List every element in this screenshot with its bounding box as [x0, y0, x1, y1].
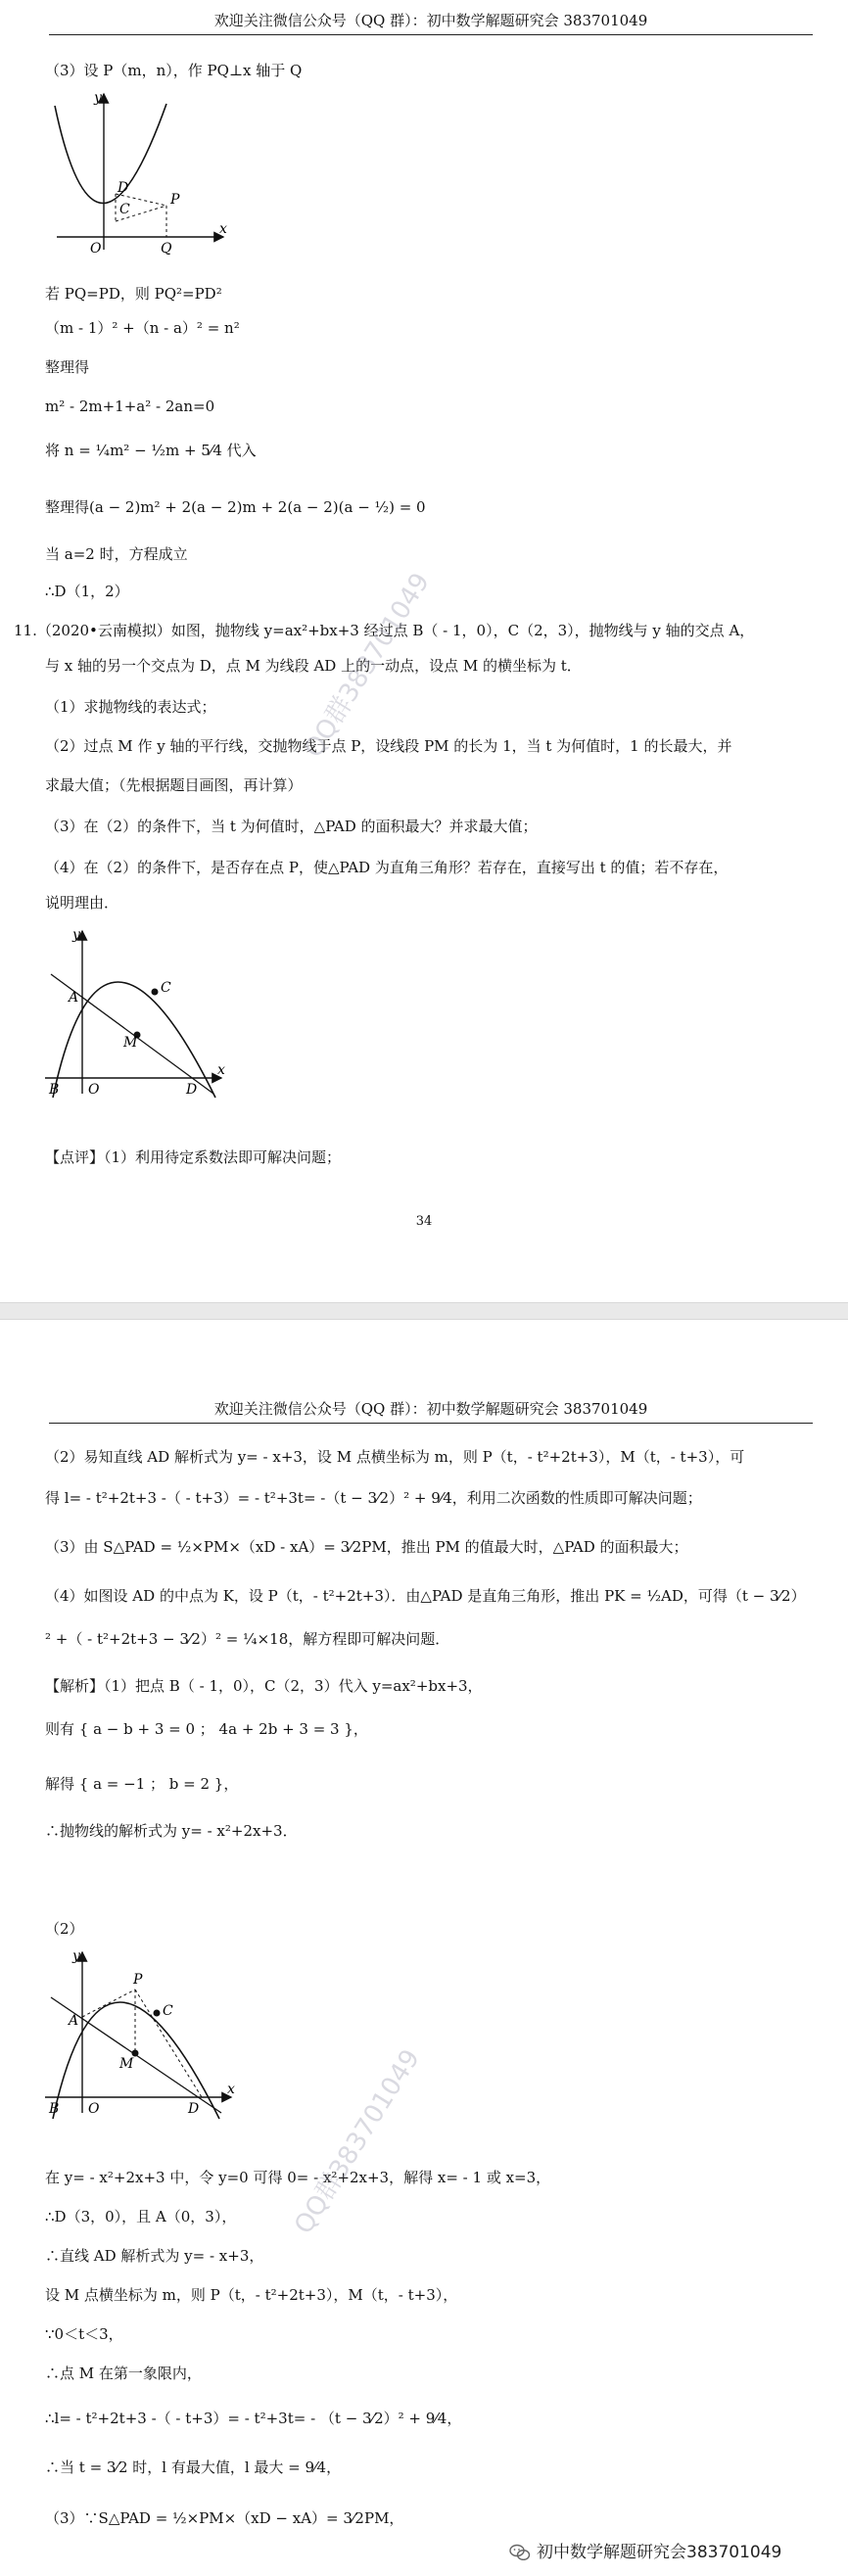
text-line: 当 a=2 时，方程成立	[45, 545, 188, 563]
problem-11-line: 11.（2020•云南模拟）如图，抛物线 y=ax²+bx+3 经过点 B（ - 1，0），C（2，3），抛物线与 y 轴的交点 A，	[14, 622, 755, 639]
label-A: A	[69, 2013, 79, 2029]
page-2	[0, 1320, 848, 2576]
label-B: B	[49, 2101, 60, 2117]
solution-line: （3）∵S△PAD = ½×PM×（xD − xA）= 3⁄2PM，	[45, 2509, 404, 2527]
problem-11-part2-cont: 求最大值；（先根据题目画图，再计算）	[45, 776, 303, 794]
page-header: 欢迎关注微信公众号（QQ 群）：初中数学解题研究会 383701049	[49, 1398, 813, 1424]
solution-line: 在 y= - x²+2x+3 中，令 y=0 可得 0= - x²+2x+3，解得 x= - 1 或 x=3，	[45, 2169, 551, 2186]
solution-line: 【解析】（1）把点 B（ - 1，0），C（2，3）代入 y=ax²+bx+3，	[45, 1677, 483, 1695]
label-O: O	[88, 1082, 100, 1098]
page-header: 欢迎关注微信公众号（QQ 群）：初中数学解题研究会 383701049	[49, 10, 813, 35]
label-x: x	[217, 1062, 225, 1078]
solution-line: ∴点 M 在第一象限内，	[45, 2365, 202, 2382]
problem-11-part2: （2）过点 M 作 y 轴的平行线，交抛物线于点 P，设线段 PM 的长为 1，当 t 为何值时，1 的长最大，并	[45, 737, 732, 755]
text-line: （3）设 P（m，n），作 PQ⊥x 轴于 Q	[45, 62, 303, 79]
solution-line: ∴抛物线的解析式为 y= - x²+2x+3．	[45, 1822, 298, 1840]
label-M: M	[119, 2056, 134, 2072]
solution-line: 解得 { a = −1 ； b = 2 }，	[45, 1775, 239, 1793]
problem-11-line: 与 x 轴的另一个交点为 D，点 M 为线段 AD 上的一动点，设点 M 的横坐标为 t．	[45, 657, 582, 675]
wechat-icon	[509, 2544, 531, 2561]
label-D: D	[188, 2101, 200, 2117]
solution-line: ∵0＜t＜3，	[45, 2325, 123, 2343]
figure-parabola-pq	[47, 88, 233, 255]
problem-11-part4-cont: 说明理由．	[45, 894, 119, 912]
footer-text: 初中数学解题研究会383701049	[537, 2543, 782, 2562]
text-line: （3）由 S△PAD = ½×PM×（xD - xA）= 3⁄2PM，推出 PM 的值最大时，△PAD 的面积最大；	[45, 1538, 688, 1556]
label-y: y	[72, 927, 80, 943]
label-D: D	[118, 180, 129, 196]
label-D: D	[186, 1082, 198, 1098]
label-P: P	[170, 192, 180, 208]
figure-parabola-abcd	[39, 925, 235, 1101]
label-A: A	[69, 990, 79, 1006]
comment-line: 【点评】（1）利用待定系数法即可解决问题；	[45, 1148, 342, 1166]
solution-line: ∴当 t = 3⁄2 时，l 有最大值，l 最大 = 9⁄4，	[45, 2459, 342, 2476]
text-line: 整理得	[45, 358, 90, 376]
text-line: ∴D（1，2）	[45, 583, 129, 600]
text-line: （m - 1）² +（n - a）² = n²	[45, 319, 240, 337]
figure-parabola-apcm	[39, 1946, 245, 2123]
label-C: C	[119, 202, 130, 217]
solution-line: ∴D（3，0），且 A（0，3），	[45, 2208, 237, 2225]
solution-line: 设 M 点横坐标为 m，则 P（t，- t²+2t+3），M（t，- t+3），	[45, 2286, 458, 2304]
text-line: ² +（ - t²+2t+3 − 3⁄2）² = ¼×18，解方程即可解决问题．	[45, 1630, 450, 1648]
label-y: y	[94, 90, 102, 106]
page-number: 34	[415, 1214, 433, 1229]
text-line: 整理得(a − 2)m² + 2(a − 2)m + 2(a − 2)(a − ½) = 0	[45, 498, 426, 516]
watermark: QQ群383701049	[299, 568, 436, 764]
label-M: M	[123, 1035, 138, 1051]
label-y: y	[72, 1948, 80, 1964]
page-gap	[0, 1302, 848, 1320]
text-line: （4）如图设 AD 的中点为 K，设 P（t，- t²+2t+3）．由△PAD 是直角三角形，推出 PK = ½AD，可得（t − 3⁄2）	[45, 1587, 806, 1605]
solution-line: ∴l= - t²+2t+3 -（ - t+3）= - t²+3t= - （t − 3⁄2）² + 9⁄4，	[45, 2410, 462, 2427]
label-P: P	[133, 1972, 143, 1988]
label-B: B	[49, 1082, 60, 1098]
problem-11-part4: （4）在（2）的条件下，是否存在点 P，使△PAD 为直角三角形？若存在，直接写出 t 的值；若不存在，	[45, 859, 729, 876]
problem-11-part3: （3）在（2）的条件下，当 t 为何值时，△PAD 的面积最大？并求最大值；	[45, 818, 538, 835]
label-C: C	[163, 2003, 173, 2019]
text-line: 将 n = ¼m² − ½m + 5⁄4 代入	[45, 442, 257, 459]
label-Q: Q	[161, 241, 172, 255]
label-x: x	[219, 221, 227, 237]
watermark: QQ群383701049	[289, 2044, 426, 2240]
text-line: m² - 2m+1+a² - 2an=0	[45, 398, 215, 415]
text-line: （2）易知直线 AD 解析式为 y= - x+3，设 M 点横坐标为 m，则 P（t，- t²+2t+3），M（t，- t+3），可	[45, 1448, 745, 1466]
label-x: x	[227, 2082, 235, 2097]
solution-line: ∴直线 AD 解析式为 y= - x+3，	[45, 2247, 264, 2265]
label-O: O	[88, 2101, 100, 2117]
footer-brand	[509, 2538, 781, 2562]
solution-line: 则有 { a − b + 3 = 0 ； 4a + 2b + 3 = 3 }，	[45, 1720, 368, 1738]
problem-11-part1: （1）求抛物线的表达式；	[45, 698, 216, 716]
text-line: 得 l= - t²+2t+3 -（ - t+3）= - t²+3t= -（t − 3⁄2）² + 9⁄4，利用二次函数的性质即可解决问题；	[45, 1489, 702, 1507]
text-line: 若 PQ=PD，则 PQ²=PD²	[45, 285, 222, 303]
label-O: O	[90, 241, 102, 255]
label-C: C	[161, 980, 171, 996]
part2-heading: （2）	[45, 1920, 84, 1938]
